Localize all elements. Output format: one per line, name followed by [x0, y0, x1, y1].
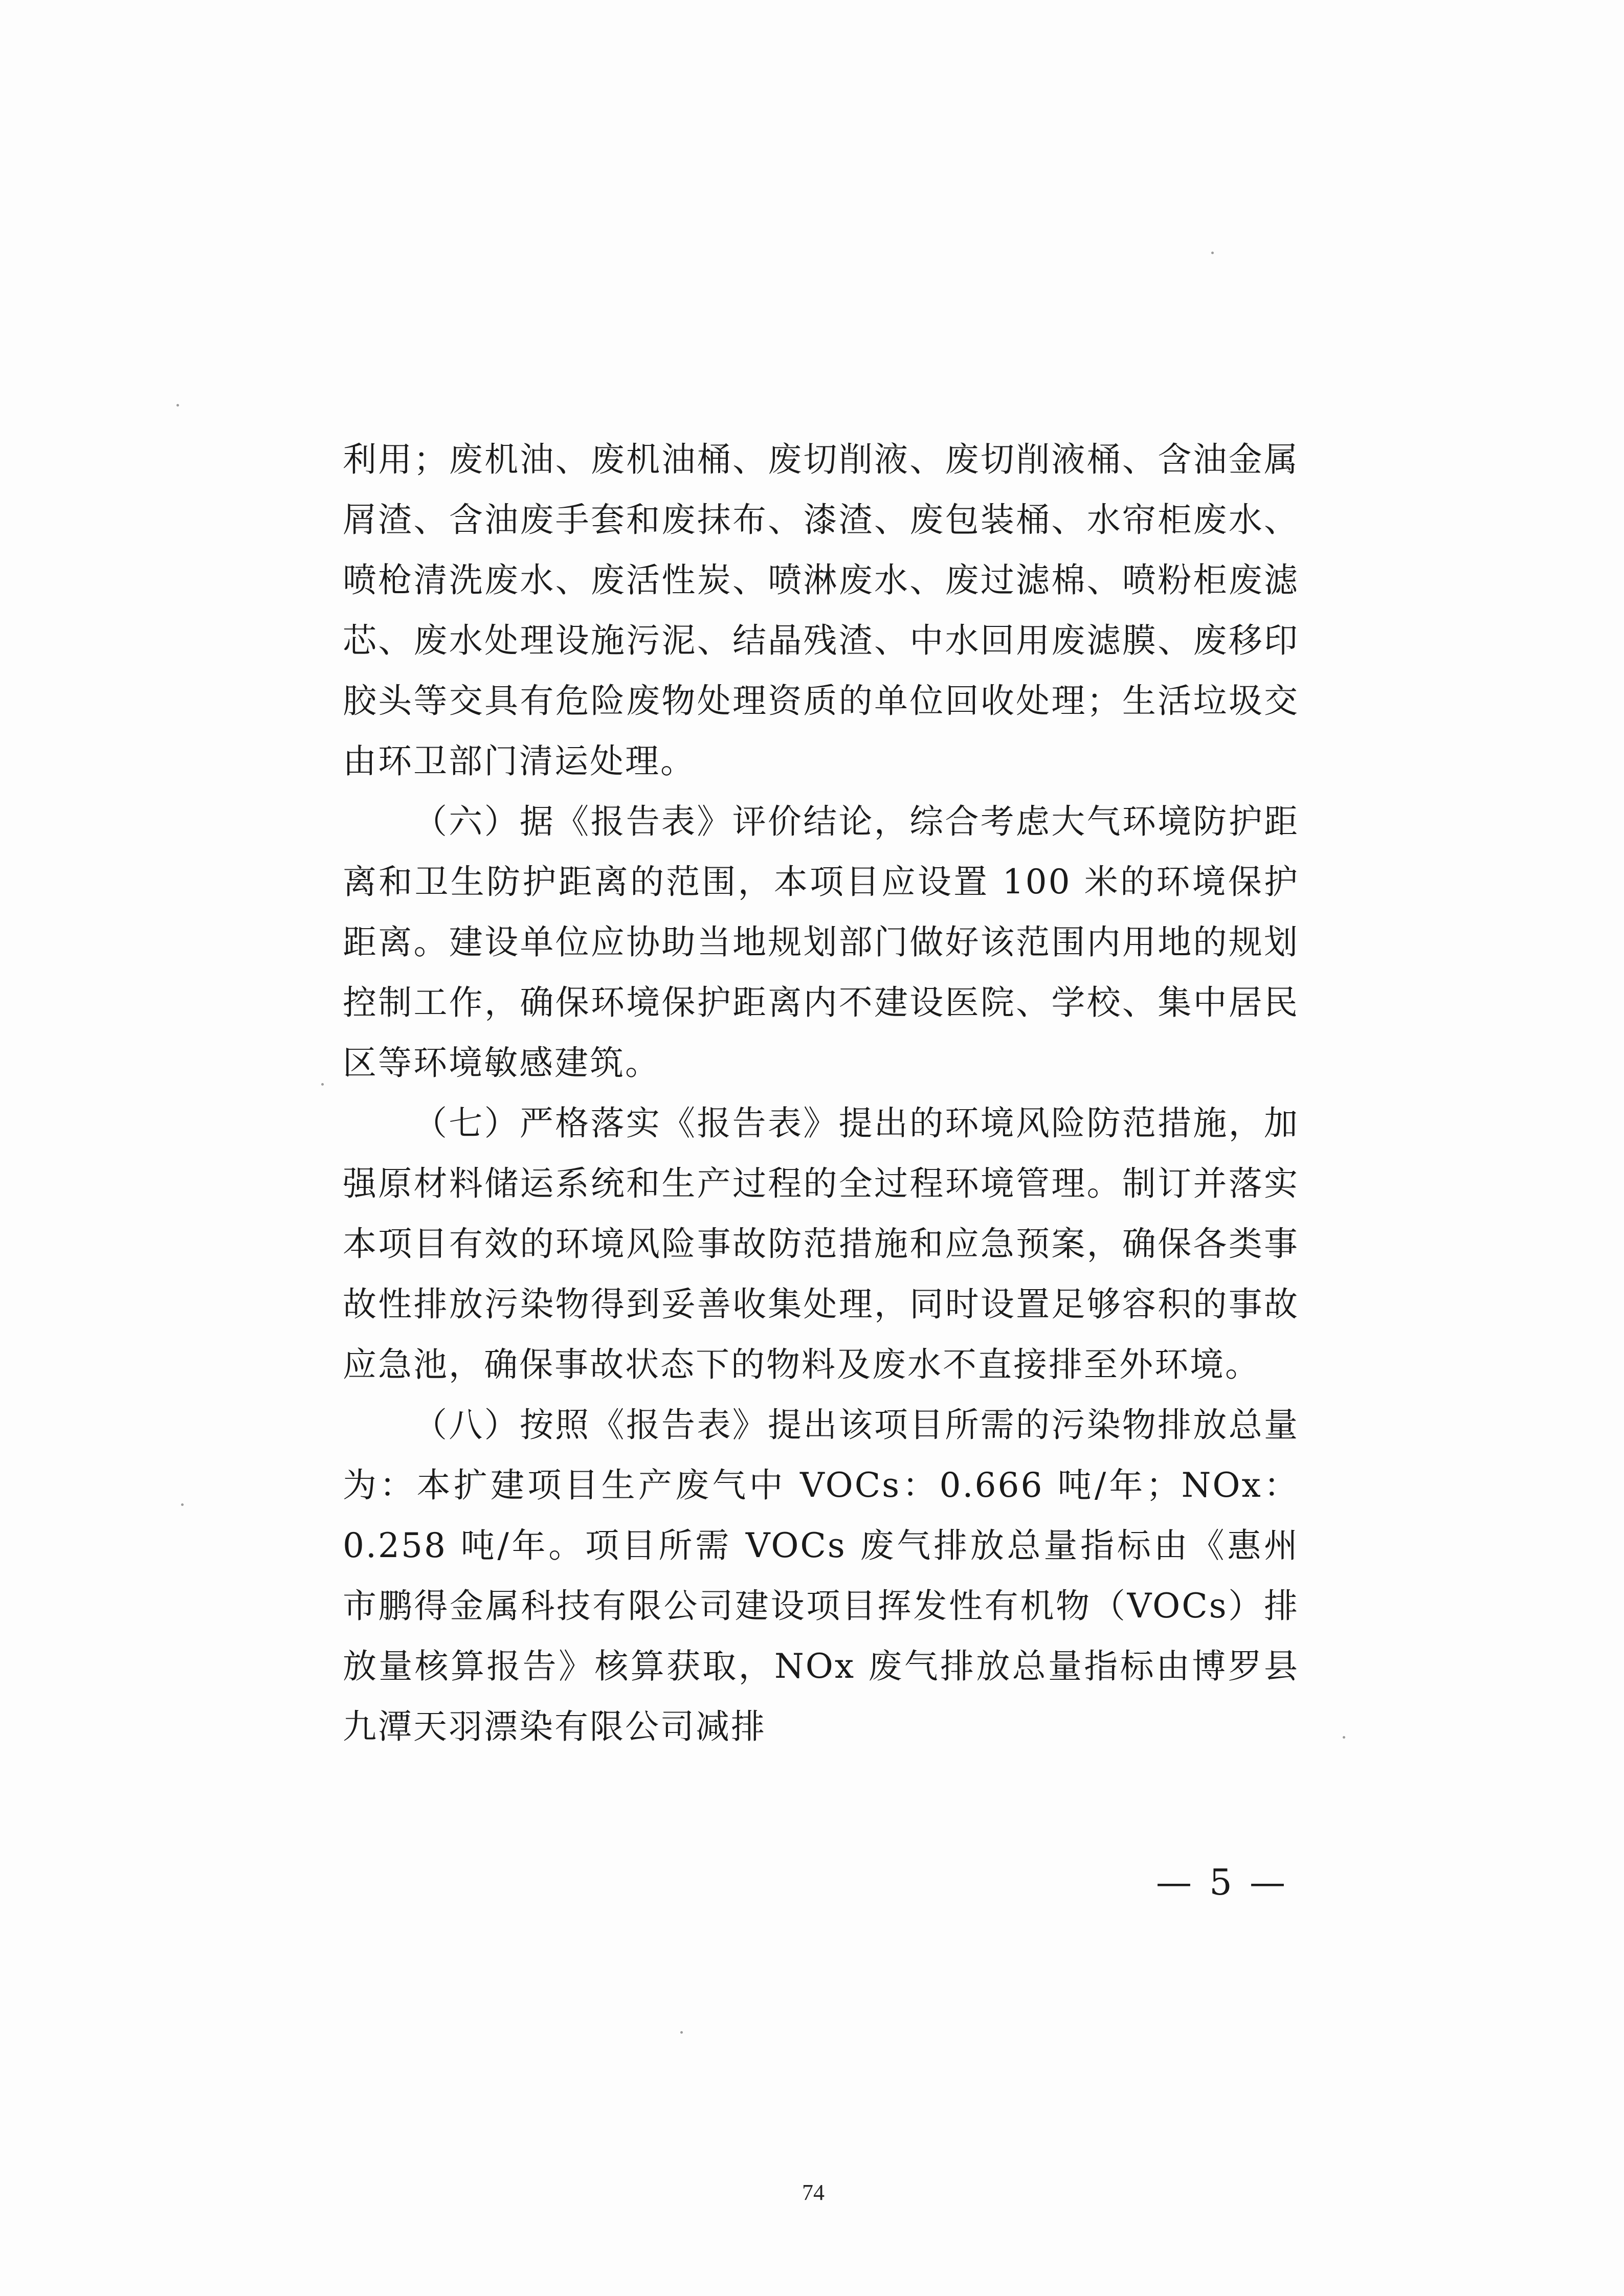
body-text [343, 430, 1299, 1757]
page-number: — 5 — [1156, 1861, 1289, 1903]
paragraph-item-6: （六）据《报告表》评价结论，综合考虑大气环境防护距离和卫生防护距离的范围，本项目应设置 100 米的环境保护距离。建设单位应协助当地规划部门做好该范围内用地的规划控制工作，确保环境保护距离内不建设医院、学校、集中居民区等环境敏感建筑。 [343, 802, 1299, 1083]
scan-speck [181, 1503, 184, 1506]
scan-speck [1343, 1736, 1345, 1739]
footer-page-number: 74 [802, 2180, 825, 2205]
scan-speck [321, 1083, 324, 1086]
scan-speck [1211, 252, 1214, 254]
paragraph-item-7: （七）严格落实《报告表》提出的环境风险防范措施，加强原材料储运系统和生产过程的全过程环境管理。制订并落实本项目有效的环境风险事故防范措施和应急预案，确保各类事故性排放污染物得到妥善收集处理，同时设置足够容积的事故应急池，确保事故状态下的物料及废水不直接排至外环境。 [343, 1104, 1299, 1384]
scan-speck [176, 404, 179, 407]
scan-speck [680, 2031, 683, 2034]
paragraph-continuation: 利用；废机油、废机油桶、废切削液、废切削液桶、含油金属屑渣、含油废手套和废抹布、漆渣、废包装桶、水帘柜废水、喷枪清洗废水、废活性炭、喷淋废水、废过滤棉、喷粉柜废滤芯、废水处理设施污泥、结晶残渣、中水回用废滤膜、废移印胶头等交具有危险废物处理资质的单位回收处理；生活垃圾交由环卫部门清运处理。 [343, 440, 1299, 781]
paragraph-item-8: （八）按照《报告表》提出该项目所需的污染物排放总量为：本扩建项目生产废气中 VOCs：0.666 吨/年；NOx：0.258 吨/年。项目所需 VOCs 废气排放总量指标由《惠州市鹏得金属科技有限公司建设项目挥发性有机物（VOCs）排放量核算报告》核算获取，NOx 废气排放总量指标由博罗县九潭天羽漂染有限公司减排 [343, 1405, 1299, 1746]
